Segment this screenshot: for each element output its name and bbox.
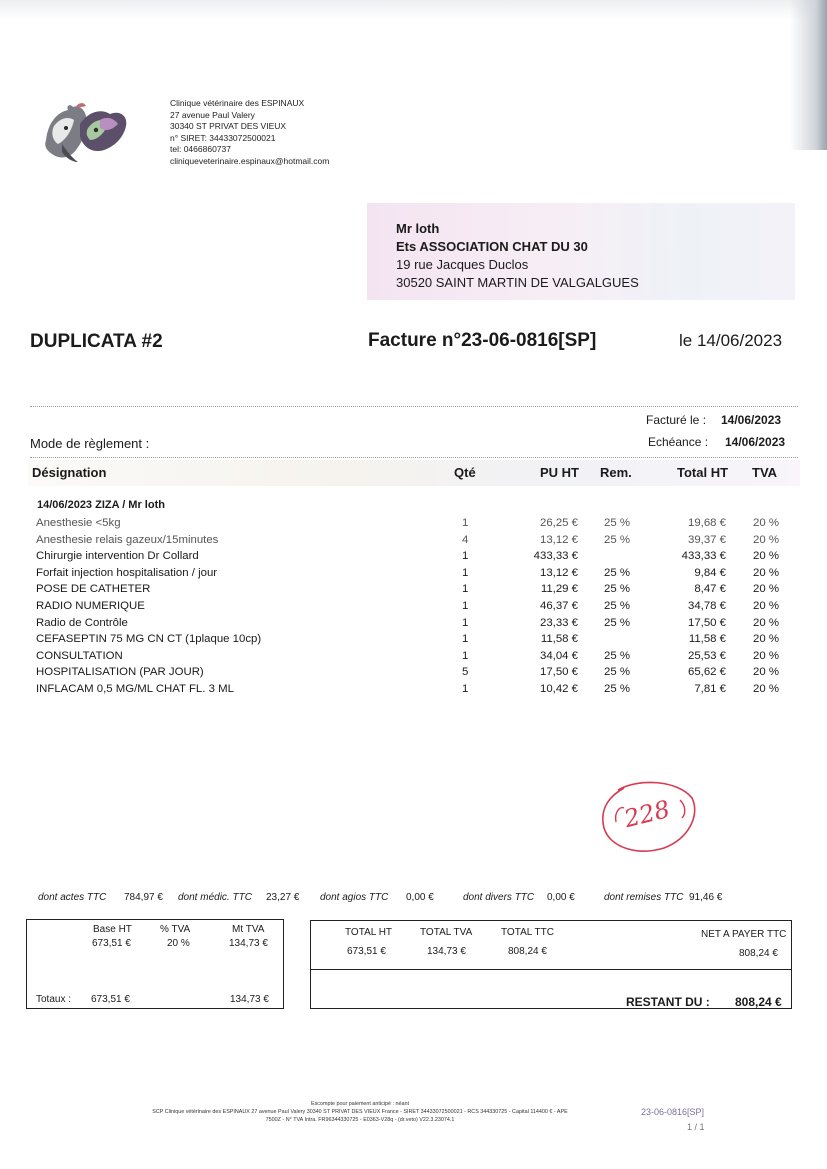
vat-base-label: Base HT bbox=[93, 924, 132, 935]
page-number: 1 / 1 bbox=[687, 1122, 705, 1132]
payment-mode-label: Mode de règlement : bbox=[30, 436, 150, 451]
footer-vat: 7500Z - N° TVA Intra. FR96344330725 - E0363-V28q - (dr.veto) V22.3.23074.1 bbox=[265, 1117, 455, 1123]
recap-actes: dont actes TTC bbox=[38, 892, 107, 903]
row-unit-price: 11,58 € bbox=[540, 633, 578, 646]
row-vat: 20 % bbox=[753, 517, 779, 529]
row-discount: 25 % bbox=[604, 517, 630, 529]
row-designation: Radio de Contrôle bbox=[36, 616, 128, 629]
clinic-phone: tel: 0466860737 bbox=[170, 144, 231, 155]
row-total: 39,37 € bbox=[687, 533, 726, 546]
separator-line bbox=[30, 457, 798, 458]
footer-invoice-ref: 23-06-0816[SP] bbox=[641, 1107, 705, 1117]
scan-top-shade bbox=[0, 0, 827, 20]
vat-totals-label: Totaux : bbox=[36, 994, 72, 1005]
row-qty: 1 bbox=[462, 550, 469, 563]
table-row bbox=[0, 633, 827, 650]
row-unit-price: 10,42 € bbox=[539, 683, 578, 695]
stamp-text: 228 bbox=[621, 794, 673, 834]
billed-on-label: Facturé le : bbox=[646, 413, 707, 427]
recipient-company: Ets ASSOCIATION CHAT DU 30 bbox=[396, 239, 588, 254]
row-total: 8,47 € bbox=[694, 583, 726, 596]
row-vat: 20 % bbox=[753, 600, 779, 612]
total-ttc-value: 808,24 € bbox=[508, 946, 547, 957]
row-total: 25,53 € bbox=[687, 649, 726, 662]
row-total: 34,78 € bbox=[687, 600, 726, 612]
row-vat: 20 % bbox=[753, 616, 779, 629]
row-discount: 25 % bbox=[604, 683, 630, 695]
row-designation: CEFASEPTIN 75 MG CN CT (1plaque 10cp) bbox=[36, 633, 262, 646]
row-designation: POSE DE CATHETER bbox=[36, 583, 151, 596]
row-total: 17,50 € bbox=[687, 616, 726, 629]
recap-agios-value: 0,00 € bbox=[406, 892, 434, 903]
vat-totals-base: 673,51 € bbox=[91, 994, 130, 1005]
row-vat: 20 % bbox=[753, 550, 779, 563]
separator-line bbox=[30, 406, 798, 407]
table-row bbox=[0, 650, 827, 667]
row-total: 7,81 € bbox=[694, 683, 726, 695]
row-vat: 20 % bbox=[753, 533, 779, 546]
total-ht-value: 673,51 € bbox=[347, 946, 386, 957]
total-tva-value: 134,73 € bbox=[427, 946, 466, 957]
row-unit-price: 13,12 € bbox=[539, 533, 578, 546]
table-row bbox=[0, 534, 827, 551]
row-vat: 20 % bbox=[753, 633, 779, 646]
row-designation: HOSPITALISATION (PAR JOUR) bbox=[36, 666, 204, 679]
total-tva-label: TOTAL TVA bbox=[420, 927, 473, 938]
table-row bbox=[0, 550, 827, 567]
row-unit-price: 26,25 € bbox=[539, 517, 578, 529]
row-qty: 1 bbox=[462, 633, 469, 646]
vat-rate-value: 20 % bbox=[167, 938, 190, 949]
row-total: 19,68 € bbox=[687, 517, 726, 529]
row-qty: 1 bbox=[462, 566, 469, 579]
total-ttc-label: TOTAL TTC bbox=[501, 927, 554, 938]
table-row bbox=[0, 666, 827, 683]
row-unit-price: 13,12 € bbox=[539, 566, 578, 579]
recap-divers-value: 0,00 € bbox=[547, 892, 575, 903]
col-qte: Qté bbox=[454, 465, 476, 480]
row-qty: 1 bbox=[462, 616, 469, 629]
row-unit-price: 17,50 € bbox=[539, 666, 578, 679]
row-unit-price: 34,04 € bbox=[539, 649, 578, 662]
remaining-due-label: RESTANT DU : bbox=[626, 995, 710, 1009]
footer-discount: Escompte pour paiement anticipé : néant bbox=[311, 1101, 409, 1107]
table-row bbox=[0, 617, 827, 634]
row-total: 65,62 € bbox=[687, 666, 726, 679]
row-vat: 20 % bbox=[753, 683, 779, 695]
row-qty: 4 bbox=[462, 533, 469, 546]
recap-divers: dont divers TTC bbox=[463, 892, 535, 903]
row-total: 433,33 € bbox=[681, 550, 726, 563]
row-discount: 25 % bbox=[604, 533, 630, 546]
scan-corner-shade bbox=[790, 0, 827, 150]
due-date-value: 14/06/2023 bbox=[725, 435, 786, 449]
clinic-email: cliniqueveterinaire.espinaux@hotmail.com bbox=[170, 155, 330, 166]
table-row bbox=[0, 583, 827, 600]
clinic-siret: n° SIRET: 34433072500021 bbox=[170, 132, 276, 143]
patient-line: 14/06/2023 ZIZA / Mr loth bbox=[37, 499, 165, 511]
recipient-street: 19 rue Jacques Duclos bbox=[396, 257, 529, 272]
col-tva: TVA bbox=[752, 465, 778, 480]
row-designation: Forfait injection hospitalisation / jour bbox=[36, 566, 218, 579]
clinic-name: Clinique vétérinaire des ESPINAUX bbox=[170, 98, 305, 108]
table-row bbox=[0, 600, 827, 617]
row-vat: 20 % bbox=[753, 666, 779, 679]
total-ht-label: TOTAL HT bbox=[345, 927, 393, 938]
row-qty: 1 bbox=[462, 600, 469, 612]
row-designation: Anesthesie <5kg bbox=[36, 517, 121, 529]
recap-medic: dont médic. TTC bbox=[178, 892, 252, 903]
recipient-name: Mr loth bbox=[396, 221, 440, 236]
recap-agios: dont agios TTC bbox=[320, 892, 389, 903]
row-vat: 20 % bbox=[753, 649, 779, 662]
row-unit-price: 46,37 € bbox=[539, 600, 578, 612]
clinic-address bbox=[170, 98, 329, 168]
row-vat: 20 % bbox=[753, 566, 779, 579]
row-qty: 1 bbox=[462, 583, 469, 596]
row-total: 11,58 € bbox=[688, 633, 726, 646]
row-unit-price: 23,33 € bbox=[539, 616, 578, 629]
footer-company: SCP Clinique vétérinaire des ESPINAUX 27 avenue Paul Valery 30340 ST PRIVAT DES VIEUX France - SIRET 34433072500021 - RCS 344330725 - Capital 114400 € - APE bbox=[152, 1109, 568, 1115]
row-designation: INFLACAM 0,5 MG/ML CHAT FL. 3 ML bbox=[36, 683, 234, 695]
row-discount: 25 % bbox=[604, 566, 630, 579]
vat-base-value: 673,51 € bbox=[92, 938, 131, 949]
vat-totals-amount: 134,73 € bbox=[230, 994, 269, 1005]
row-designation: CONSULTATION bbox=[36, 649, 123, 662]
row-unit-price: 11,29 € bbox=[540, 583, 578, 596]
row-designation: RADIO NUMERIQUE bbox=[36, 600, 145, 612]
table-row bbox=[0, 683, 827, 700]
table-row bbox=[0, 567, 827, 584]
recipient-block bbox=[367, 203, 795, 300]
row-qty: 1 bbox=[462, 517, 469, 529]
col-designation: Désignation bbox=[32, 465, 107, 480]
row-unit-price: 433,33 € bbox=[533, 550, 578, 563]
vat-rate-label: % TVA bbox=[160, 924, 191, 935]
vat-amount-value: 134,73 € bbox=[229, 938, 268, 949]
recipient-city: 30520 SAINT MARTIN DE VALGALGUES bbox=[396, 275, 639, 290]
handwritten-stamp bbox=[598, 778, 698, 854]
remaining-box bbox=[310, 969, 792, 1009]
vat-amount-label: Mt TVA bbox=[232, 924, 265, 935]
row-designation: Anesthesie relais gazeux/15minutes bbox=[36, 533, 219, 546]
billed-on-value: 14/06/2023 bbox=[721, 413, 782, 427]
invoice-date: le 14/06/2023 bbox=[679, 331, 783, 350]
col-rem: Rem. bbox=[600, 465, 632, 480]
clinic-city: 30340 ST PRIVAT DES VIEUX bbox=[170, 121, 287, 132]
remaining-due-value: 808,24 € bbox=[735, 995, 782, 1009]
row-discount: 25 % bbox=[604, 583, 630, 596]
clinic-street: 27 avenue Paul Valery bbox=[170, 109, 255, 120]
row-discount: 25 % bbox=[604, 600, 630, 612]
clinic-logo-icon bbox=[36, 100, 132, 164]
col-pu-ht: PU HT bbox=[540, 465, 579, 480]
row-designation: Chirurgie intervention Dr Collard bbox=[36, 550, 199, 563]
invoice-number: Facture n°23-06-0816[SP] bbox=[368, 330, 597, 351]
col-total-ht: Total HT bbox=[677, 465, 729, 480]
row-vat: 20 % bbox=[753, 583, 779, 596]
due-date-label: Echéance : bbox=[648, 435, 709, 449]
duplicata-title: DUPLICATA #2 bbox=[30, 331, 163, 352]
row-qty: 5 bbox=[462, 666, 469, 679]
legal-footer bbox=[100, 1100, 620, 1124]
row-qty: 1 bbox=[462, 649, 469, 662]
net-to-pay-value: 808,24 € bbox=[739, 948, 778, 959]
recap-actes-value: 784,97 € bbox=[124, 892, 163, 903]
net-to-pay-label: NET A PAYER TTC bbox=[701, 929, 787, 940]
row-discount: 25 % bbox=[604, 666, 630, 679]
row-total: 9,84 € bbox=[694, 566, 726, 579]
recap-remises: dont remises TTC bbox=[604, 892, 684, 903]
row-discount: 25 % bbox=[604, 616, 630, 629]
recap-medic-value: 23,27 € bbox=[266, 892, 300, 903]
table-row bbox=[0, 517, 827, 534]
row-qty: 1 bbox=[462, 683, 469, 695]
recap-remises-value: 91,46 € bbox=[689, 892, 723, 903]
row-discount: 25 % bbox=[604, 649, 630, 662]
